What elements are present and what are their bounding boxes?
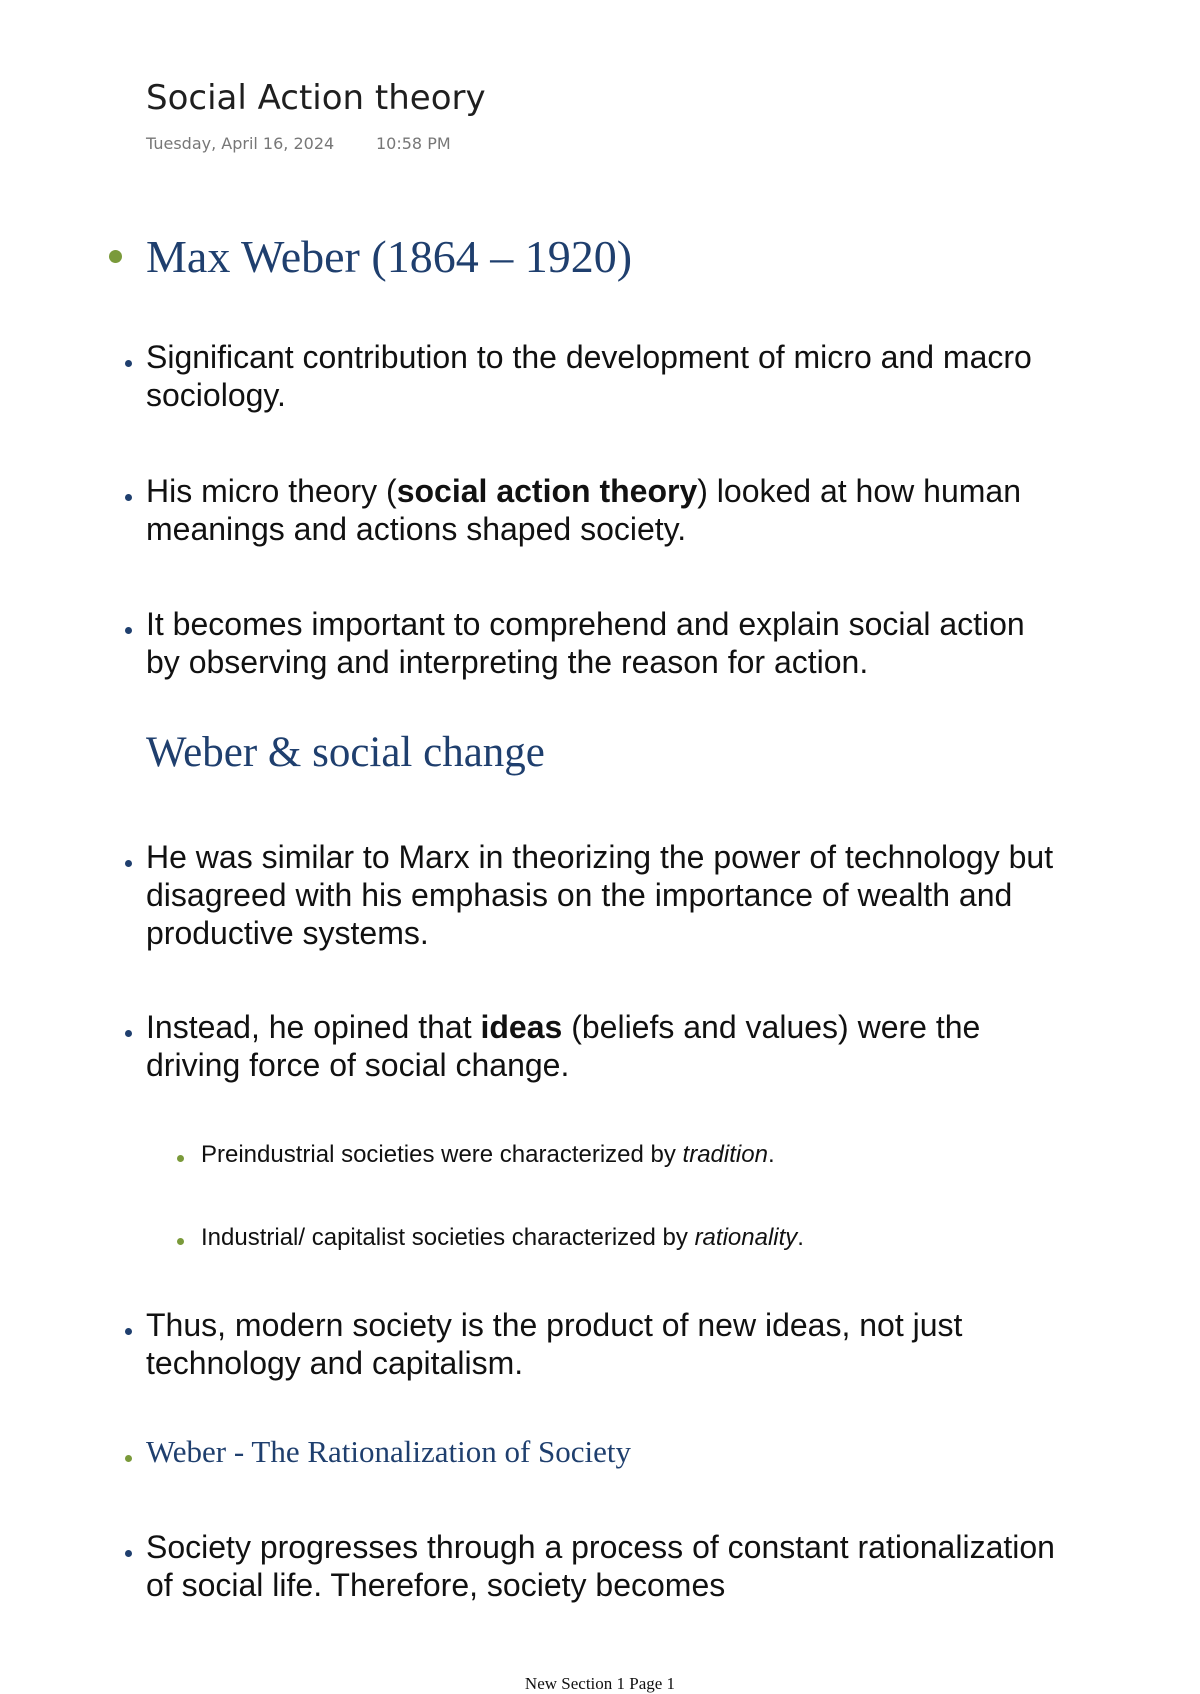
paragraph-ideas <box>146 1008 1066 1084</box>
bullet-icon <box>109 250 122 263</box>
bullet-icon <box>177 1155 184 1162</box>
bullet-icon <box>125 1455 132 1462</box>
bullet-icon <box>125 860 132 867</box>
page-title: Social Action theory <box>146 78 486 118</box>
page-footer: New Section 1 Page 1 <box>524 1674 676 1693</box>
page-date: Tuesday, April 16, 2024 <box>146 134 335 153</box>
bullet-icon <box>125 1328 132 1335</box>
text-run: ) looked at how human meanings and actions shaped society. <box>146 473 1021 547</box>
bullet-icon <box>125 1030 132 1037</box>
bullet-icon <box>177 1238 184 1245</box>
bold-term: ideas <box>480 1009 563 1045</box>
paragraph-progresses: Society progresses through a process of constant rationalization of social life. Therefore, society becomes <box>146 1529 1055 1603</box>
text-run: Industrial/ capitalist societies characterized by <box>201 1224 695 1251</box>
text-run: Instead, he opined that <box>146 1009 481 1045</box>
paragraph-contribution: Significant contribution to the development of micro and macro sociology. <box>146 339 1032 413</box>
bold-term: social action theory <box>396 473 698 509</box>
paragraph-comprehend: It becomes important to comprehend and explain social action by observing and interpreting the reason for action. <box>146 606 1025 680</box>
paragraph-modern-society: Thus, modern society is the product of new ideas, not just technology and capitalism. <box>146 1307 963 1381</box>
bullet-icon <box>125 360 132 367</box>
page-time: 10:58 PM <box>376 134 451 153</box>
bullet-icon <box>125 1550 132 1557</box>
heading-weber-social-change: Weber & social change <box>146 729 545 776</box>
text-run: (beliefs and values) were the driving force of social change. <box>146 1009 981 1083</box>
bullet-icon <box>125 627 132 634</box>
bullet-icon <box>125 494 132 501</box>
text-run: His micro theory ( <box>146 473 397 509</box>
paragraph-micro-theory <box>146 472 1066 548</box>
subpoint-industrial <box>201 1223 1061 1253</box>
text-run: . <box>767 1141 775 1168</box>
heading-rationalization: Weber - The Rationalization of Society <box>146 1434 632 1469</box>
text-run: . <box>797 1224 804 1251</box>
text-run: Preindustrial societies were characterized by <box>201 1141 683 1168</box>
subpoint-preindustrial <box>201 1140 1061 1170</box>
paragraph-marx: He was similar to Marx in theorizing the power of technology but disagreed with his emphasis on the importance of wealth and productive systems. <box>146 839 1054 951</box>
heading-max-weber: Max Weber (1864 – 1920) <box>146 231 633 282</box>
italic-term: tradition <box>682 1141 768 1168</box>
italic-term: rationality <box>694 1224 798 1251</box>
